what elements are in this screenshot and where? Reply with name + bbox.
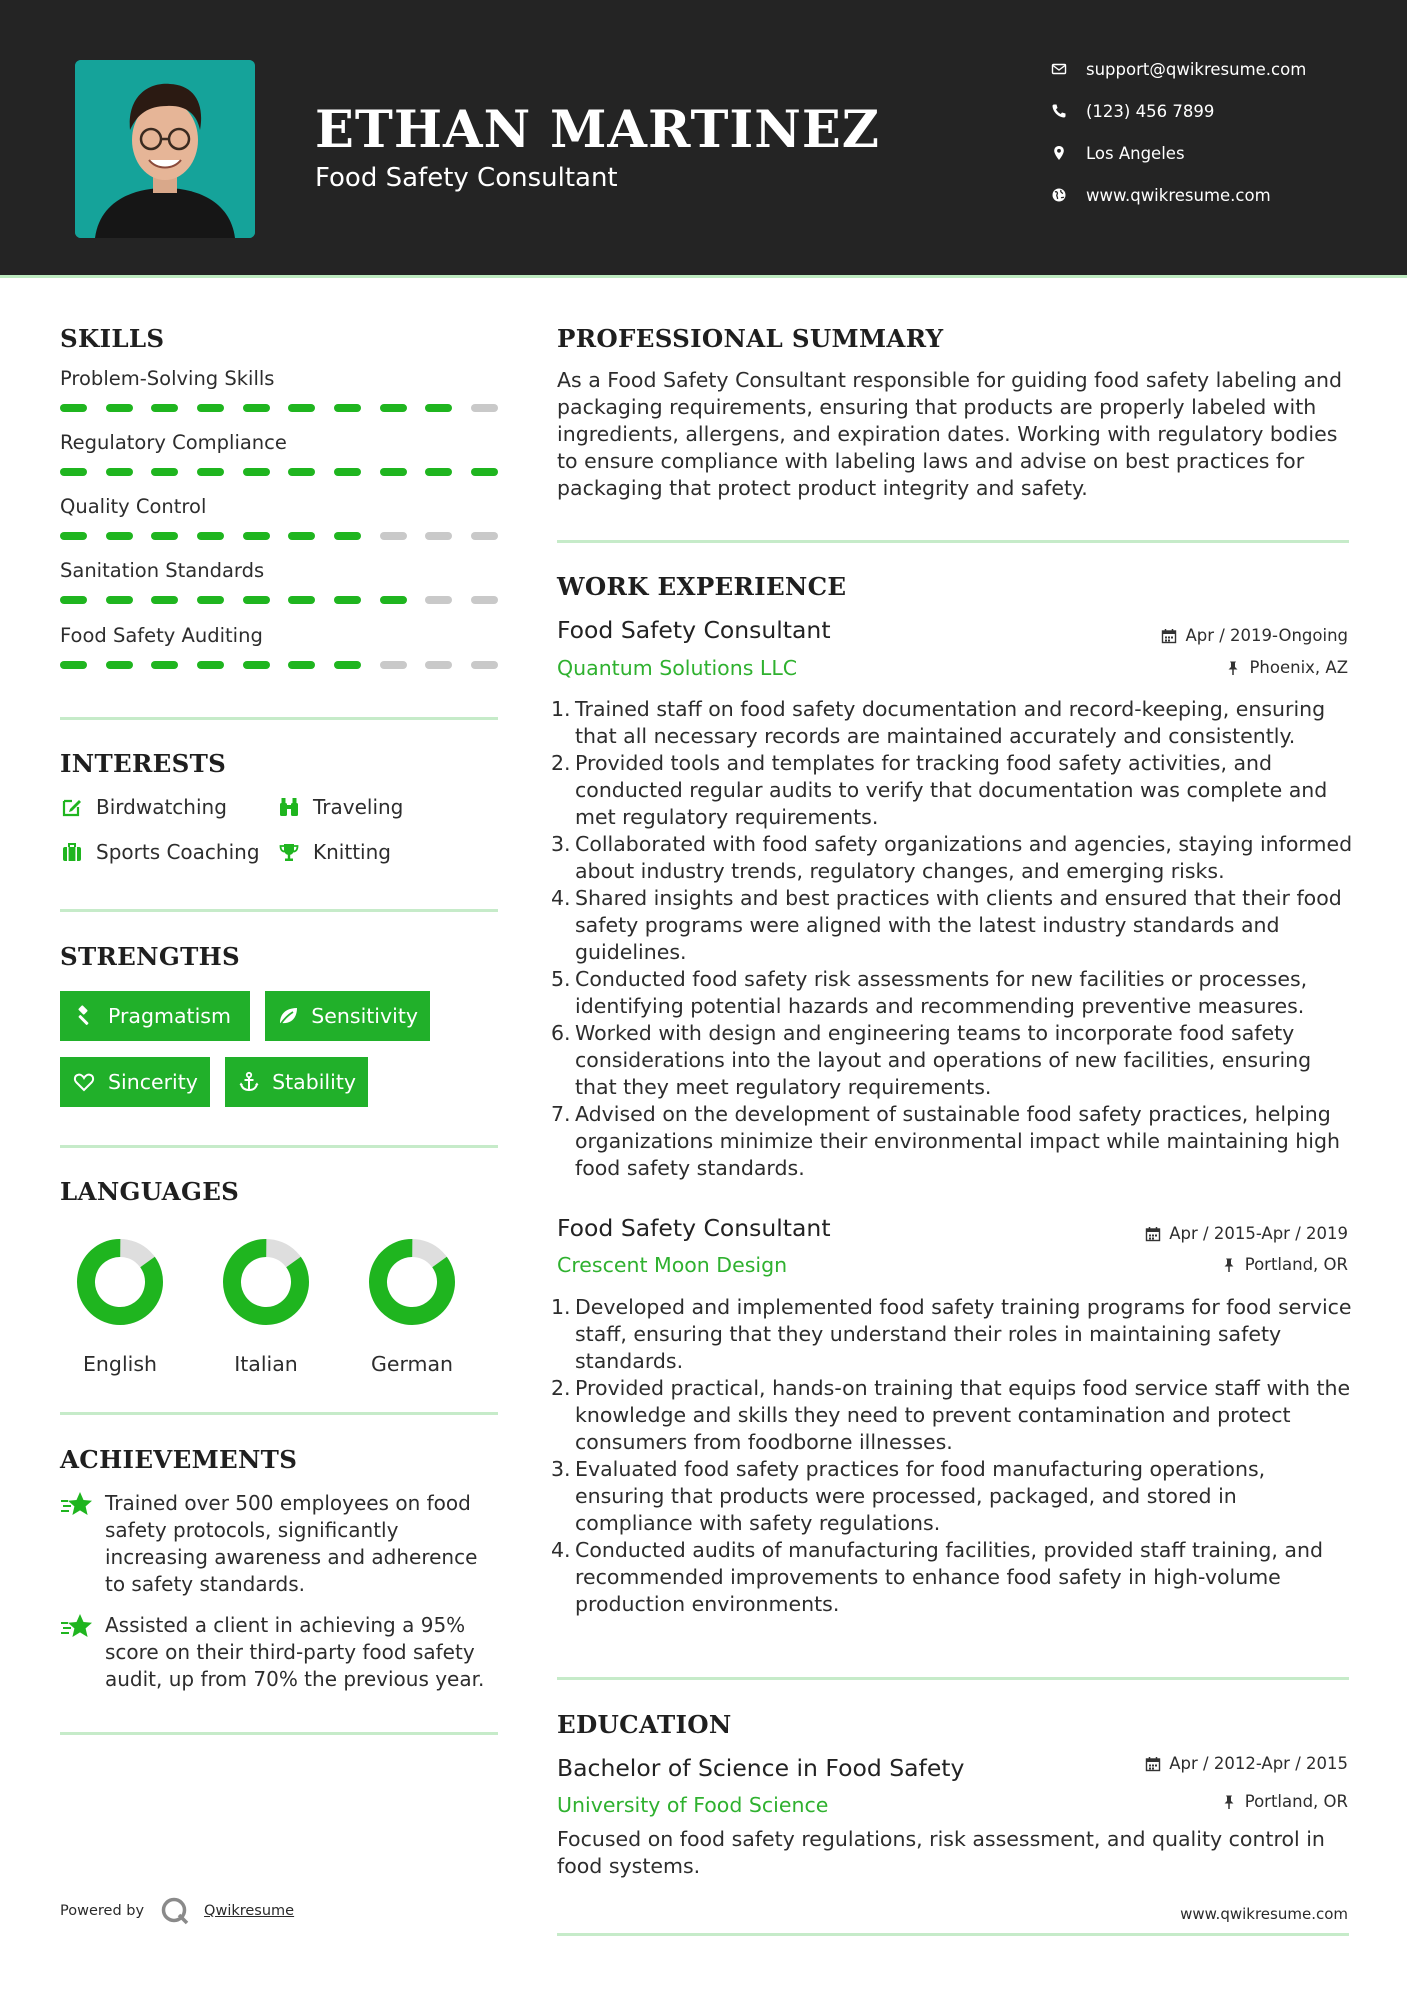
skill-level-segment: [60, 661, 87, 669]
skill-level-segment: [197, 404, 224, 412]
interest-item: [277, 839, 391, 865]
bullet-number: 7.: [551, 1102, 571, 1126]
job-dates: [1145, 1224, 1348, 1243]
globe-icon: [1050, 186, 1068, 204]
skill-level-segment: [60, 404, 87, 412]
education-location: [1221, 1792, 1348, 1811]
bullet-text: Collaborated with food safety organizations and agencies, staying informed about industry trends, regulatory changes, and emerging risks.: [575, 832, 1353, 883]
skill-level-segment: [471, 661, 498, 669]
section-divider: [60, 1145, 498, 1148]
language-name: German: [370, 1352, 454, 1376]
binoculars-icon: [277, 795, 301, 819]
achievement-text: Assisted a client in achieving a 95% score on their third-party food safety audit, up from 70% the previous year.: [105, 1613, 485, 1691]
achievement-item: [60, 1612, 500, 1693]
skill-level-bar: [60, 468, 498, 476]
calendar-icon: [1145, 1756, 1161, 1772]
degree-title: Bachelor of Science in Food Safety: [557, 1754, 965, 1782]
job-bullet: [551, 1294, 1357, 1375]
interest-label: Traveling: [313, 795, 404, 819]
achievements-heading: ACHIEVEMENTS: [60, 1445, 298, 1474]
bullet-number: 3.: [551, 832, 571, 856]
strength-label: Sensitivity: [311, 1004, 418, 1028]
job-bullet: [551, 831, 1357, 885]
pushpin-icon: [1225, 660, 1241, 676]
skill-level-segment: [334, 404, 361, 412]
skill-level-segment: [243, 468, 270, 476]
job-location: [1225, 658, 1348, 677]
language-ring-fill: [220, 1236, 312, 1328]
envelope-icon: [1050, 60, 1068, 78]
skill-level-bar: [60, 661, 498, 669]
skill-level-segment: [425, 661, 452, 669]
skill-level-segment: [243, 661, 270, 669]
star-icon: [60, 1490, 94, 1520]
bullet-number: 2.: [551, 1376, 571, 1400]
language-ring-fill: [366, 1236, 458, 1328]
job-location-text: Portland, OR: [1244, 1255, 1348, 1274]
heart-icon: [72, 1070, 96, 1094]
skill-level-segment: [60, 596, 87, 604]
bullet-text: Advised on the development of sustainable food safety practices, helping organizations minimize their environmental impact while maintaining high food safety standards.: [575, 1102, 1340, 1180]
section-divider: [557, 540, 1349, 543]
skill-level-segment: [106, 661, 133, 669]
bullet-number: 4.: [551, 886, 571, 910]
job-title: Food Safety Consultant: [557, 616, 831, 644]
skill-level-segment: [106, 596, 133, 604]
bullet-text: Provided tools and templates for tracking food safety activities, and conducted regular audits to verify that documentation was complete and met regulatory requirements.: [575, 751, 1328, 829]
bullet-text: Conducted food safety risk assessments for new facilities or processes, identifying potential hazards and recommending preventive measures.: [575, 967, 1308, 1018]
contact-website-text: www.qwikresume.com: [1086, 185, 1271, 205]
language-name: English: [82, 1352, 158, 1376]
powered-by: [60, 1896, 294, 1926]
contact-location: [1050, 141, 1380, 165]
skill-level-bar: [60, 404, 498, 412]
skill-level-segment: [60, 532, 87, 540]
achievement-text: Trained over 500 employees on food safety protocols, significantly increasing awareness and adherence to safety standards.: [105, 1491, 478, 1596]
company-name: Crescent Moon Design: [557, 1253, 788, 1277]
bullet-number: 6.: [551, 1021, 571, 1045]
pushpin-icon: [1221, 1257, 1237, 1273]
pushpin-icon: [1221, 1794, 1237, 1810]
school-name: University of Food Science: [557, 1793, 829, 1817]
language-name: Italian: [234, 1352, 298, 1376]
skill-level-segment: [243, 532, 270, 540]
skill-level-segment: [334, 596, 361, 604]
section-divider: [60, 909, 498, 912]
bullet-text: Worked with design and engineering teams to incorporate food safety considerations into the layout and operations of new facilities, ensuring that they meet regulatory requirements.: [575, 1021, 1312, 1099]
language-item: [342, 1236, 482, 1376]
anchor-icon: [237, 1070, 260, 1094]
strength-badge: [60, 1057, 210, 1107]
skill-level-bar: [60, 596, 498, 604]
job-bullet: [551, 1537, 1357, 1618]
education-location-text: Portland, OR: [1244, 1792, 1348, 1811]
briefcase-icon: [60, 840, 84, 864]
job-dates-text: Apr / 2015-Apr / 2019: [1169, 1224, 1348, 1243]
language-ring-fill: [74, 1236, 166, 1328]
job-bullet: [551, 1101, 1357, 1182]
interest-label: Knitting: [313, 840, 391, 864]
skill-level-segment: [380, 661, 407, 669]
education-dates-text: Apr / 2012-Apr / 2015: [1169, 1754, 1348, 1773]
skill-level-segment: [425, 468, 452, 476]
candidate-name: ETHAN MARTINEZ: [315, 100, 880, 160]
job-bullets: [551, 696, 1357, 1182]
company-name: Quantum Solutions LLC: [557, 656, 798, 680]
achievement-item: [60, 1490, 500, 1598]
bullet-text: Evaluated food safety practices for food manufacturing operations, ensuring that products were processed, packaged, and stored in compliance with safety regulations.: [575, 1457, 1266, 1535]
skill-name: Food Safety Auditing: [60, 624, 263, 647]
education-dates: [1145, 1754, 1348, 1773]
section-divider: [60, 1732, 498, 1735]
job-bullet: [551, 696, 1357, 750]
job-dates-text: Apr / 2019-Ongoing: [1185, 626, 1348, 645]
strength-badge: [60, 991, 250, 1041]
skill-level-segment: [380, 596, 407, 604]
interest-label: Birdwatching: [96, 795, 227, 819]
person-avatar-icon: [75, 60, 255, 238]
skill-level-segment: [197, 596, 224, 604]
language-proficiency-ring: [366, 1236, 458, 1328]
summary-heading: PROFESSIONAL SUMMARY: [557, 324, 944, 353]
contact-email[interactable]: [1050, 57, 1380, 81]
bullet-number: 5.: [551, 967, 571, 991]
interest-item: [60, 794, 227, 820]
skill-level-segment: [288, 596, 315, 604]
skill-level-segment: [334, 661, 361, 669]
bullet-text: Developed and implemented food safety training programs for food service staff, ensuring that they understand their roles in maintaining safety standards.: [575, 1295, 1352, 1373]
skill-level-segment: [380, 404, 407, 412]
section-divider: [60, 1412, 498, 1415]
skill-level-segment: [106, 468, 133, 476]
skill-level-segment: [288, 532, 315, 540]
profile-photo: [75, 60, 255, 238]
education-heading: EDUCATION: [557, 1710, 732, 1739]
qwikresume-logo-icon: [160, 1896, 190, 1926]
qwikresume-link[interactable]: Qwikresume: [204, 1903, 295, 1919]
experience-heading: WORK EXPERIENCE: [557, 572, 847, 601]
strength-label: Stability: [272, 1070, 356, 1094]
interest-item: [60, 839, 260, 865]
map-marker-icon: [1050, 144, 1068, 162]
language-proficiency-ring: [220, 1236, 312, 1328]
skill-level-segment: [288, 661, 315, 669]
bullet-text: Conducted audits of manufacturing facilities, provided staff training, and recommended improvements to enhance food safety in high-volume production environments.: [575, 1538, 1323, 1616]
skill-level-segment: [197, 661, 224, 669]
skill-level-segment: [197, 532, 224, 540]
bullet-text: Provided practical, hands-on training that equips food service staff with the knowledge and skills they need to prevent contamination and protect consumers from foodborne illnesses.: [575, 1376, 1351, 1454]
job-bullet: [551, 1456, 1357, 1537]
section-divider: [60, 717, 498, 720]
skill-level-segment: [425, 404, 452, 412]
leaf-icon: [277, 1004, 299, 1028]
job-bullet: [551, 1375, 1357, 1456]
calendar-icon: [1161, 628, 1177, 644]
skill-name: Problem-Solving Skills: [60, 367, 275, 390]
strength-badge: [225, 1057, 368, 1107]
bullet-number: 3.: [551, 1457, 571, 1481]
interest-label: Sports Coaching: [96, 840, 260, 864]
job-bullet: [551, 1020, 1357, 1101]
skill-name: Quality Control: [60, 495, 207, 518]
section-divider: [557, 1677, 1349, 1680]
gavel-icon: [72, 1004, 96, 1028]
footer-divider: [557, 1933, 1349, 1936]
skill-level-segment: [334, 532, 361, 540]
skill-level-segment: [243, 596, 270, 604]
skill-level-segment: [60, 468, 87, 476]
language-item: [196, 1236, 336, 1376]
skill-level-bar: [60, 532, 498, 540]
skill-level-segment: [151, 404, 178, 412]
skills-heading: SKILLS: [60, 324, 165, 353]
bullet-number: 4.: [551, 1538, 571, 1562]
job-bullet: [551, 750, 1357, 831]
skill-level-segment: [288, 404, 315, 412]
bullet-text: Shared insights and best practices with clients and ensured that their food safety programs were aligned with the latest industry standards and guidelines.: [575, 886, 1342, 964]
skill-name: Sanitation Standards: [60, 559, 265, 582]
bullet-number: 1.: [551, 1295, 571, 1319]
job-location: [1221, 1255, 1348, 1274]
language-item: [50, 1236, 190, 1376]
skill-level-segment: [380, 468, 407, 476]
calendar-icon: [1145, 1226, 1161, 1242]
job-title: Food Safety Consultant: [557, 1214, 831, 1242]
language-proficiency-ring: [74, 1236, 166, 1328]
powered-by-text: Powered by: [60, 1903, 145, 1919]
skill-level-segment: [425, 532, 452, 540]
skill-name: Regulatory Compliance: [60, 431, 287, 454]
skill-level-segment: [471, 596, 498, 604]
skill-level-segment: [151, 532, 178, 540]
skill-level-segment: [243, 404, 270, 412]
strength-label: Sincerity: [108, 1070, 198, 1094]
header-divider: [0, 275, 1407, 278]
interest-item: [277, 794, 403, 820]
contact-email-text: support@qwikresume.com: [1086, 59, 1307, 79]
candidate-role: Food Safety Consultant: [315, 163, 618, 193]
languages-heading: LANGUAGES: [60, 1177, 240, 1206]
trophy-icon: [277, 840, 301, 864]
skill-level-segment: [425, 596, 452, 604]
job-location-text: Phoenix, AZ: [1249, 658, 1348, 677]
bullet-text: Trained staff on food safety documentation and record-keeping, ensuring that all necessary records are maintained accurately and consistently.: [575, 697, 1326, 748]
contact-phone-text: (123) 456 7899: [1086, 101, 1215, 121]
skill-level-segment: [106, 532, 133, 540]
interests-heading: INTERESTS: [60, 749, 227, 778]
bullet-number: 2.: [551, 751, 571, 775]
skill-level-segment: [471, 468, 498, 476]
skill-level-segment: [106, 404, 133, 412]
phone-icon: [1050, 102, 1068, 120]
strength-label: Pragmatism: [108, 1004, 231, 1028]
skill-level-segment: [288, 468, 315, 476]
job-bullet: [551, 966, 1357, 1020]
job-dates: [1161, 626, 1348, 645]
skill-level-segment: [334, 468, 361, 476]
footer-website-link[interactable]: www.qwikresume.com: [1180, 1905, 1348, 1923]
education-description: Focused on food safety regulations, risk assessment, and quality control in food systems.: [557, 1827, 1325, 1878]
bullet-number: 1.: [551, 697, 571, 721]
skill-level-segment: [471, 404, 498, 412]
job-bullet: [551, 885, 1357, 966]
skill-level-segment: [471, 532, 498, 540]
skill-level-segment: [151, 661, 178, 669]
star-icon: [60, 1612, 94, 1642]
contact-website[interactable]: [1050, 183, 1380, 207]
skill-level-segment: [151, 468, 178, 476]
summary-text: As a Food Safety Consultant responsible for guiding food safety labeling and packaging requirements, ensuring that products are properly labeled with ingredients, allergens, and expiration dates. Working with regulatory bodies to ensure compliance with labeling laws and advise on best practices for packaging that protect product integrity and safety.: [557, 368, 1343, 500]
contact-phone[interactable]: [1050, 99, 1380, 123]
skill-level-segment: [197, 468, 224, 476]
strength-badge: [265, 991, 430, 1041]
skill-level-segment: [151, 596, 178, 604]
contact-location-text: Los Angeles: [1086, 143, 1185, 163]
strengths-heading: STRENGTHS: [60, 942, 241, 971]
job-bullets: [551, 1294, 1357, 1618]
skill-level-segment: [380, 532, 407, 540]
edit-icon: [60, 795, 84, 819]
